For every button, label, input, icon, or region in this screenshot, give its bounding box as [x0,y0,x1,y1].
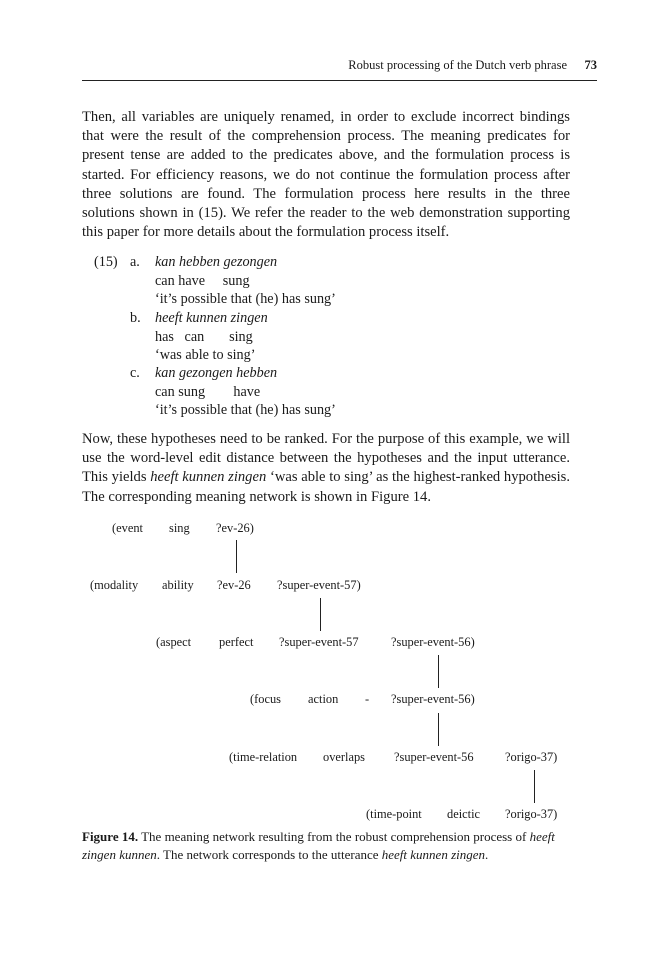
network-node: action [308,692,339,706]
caption-text: . The network corresponds to the utterance [156,847,382,862]
example-c-phrase: kan gezongen hebben [155,365,278,381]
network-node: ?super-event-56) [391,635,475,649]
paragraph-2-part1: Now, these hypotheses need to be ranked. For the purpose of this example, we will use the word-level edit distance between the hypotheses and the input utterance. This yields [82,431,570,486]
example-c-gloss: can sung have [155,383,261,400]
link-line [438,655,439,688]
example-a-translation: ‘it’s possible that (he) has sung’ [155,291,336,308]
paragraph-2-italic: heeft kunnen zingen [150,469,267,486]
example-number: (15) [94,254,118,270]
paragraph-2 [82,430,570,507]
example-letter-b: b. [130,310,141,326]
paragraph-2-part2: ‘was able to sing’ as the highest-ranked hypothesis. The corresponding meaning network is shown in Figure 14. [82,469,570,505]
network-node: ?super-event-56) [391,692,475,706]
running-title: Robust processing of the Dutch verb phrase [348,58,567,72]
caption-text: The meaning network resulting from the robust comprehension process of [138,829,530,844]
link-line [438,713,439,746]
example-b-phrase: heeft kunnen zingen [155,310,268,326]
network-node: deictic [447,807,481,821]
paragraph-1: Then, all variables are uniquely renamed, in order to exclude incorrect bindings that were the result of the comprehension process. The meaning predicates for present tense are added to the predicates above, and the formulation process is started. For efficiency reasons, we do not continue the formulation process after three solutions are found. The formulation process here results in the three solutions shown in (15). We refer the reader to the web demonstration supporting this paper for more details about the formulation process itself. [82,109,570,241]
caption-text: . [485,847,489,862]
link-line [320,598,321,631]
example-c-translation: ‘it’s possible that (he) has sung’ [155,402,336,419]
example-b [155,309,268,365]
example-b-gloss: has can sing [155,328,253,345]
page-header [82,58,597,81]
figure-caption [82,828,572,864]
network-node: ?origo-37) [505,807,558,821]
network-node: ?super-event-56 [394,750,474,764]
network-node: (time-point [366,807,422,821]
caption-italic: heeft kunnen zingen [381,847,486,862]
network-node: (aspect [156,635,192,649]
example-a-gloss: can have sung [155,272,250,289]
network-node: sing [169,521,190,535]
example-a-phrase: kan hebben gezongen [155,254,278,270]
example-b-translation: ‘was able to sing’ [155,347,256,364]
network-node: (event [112,521,143,535]
page-number: 73 [584,58,597,72]
network-node: (focus [250,692,281,706]
link-line [534,770,535,803]
network-node: - [365,692,370,706]
network-node: ?ev-26 [217,578,251,592]
example-a [155,253,336,309]
network-node: overlaps [323,750,365,764]
network-node: ?origo-37) [505,750,558,764]
network-node: ?ev-26) [216,521,254,535]
network-node: ability [162,578,194,592]
example-letter-a: a. [130,254,140,270]
network-node: perfect [219,635,254,649]
network-node: (time-relation [229,750,298,764]
link-line [236,540,237,573]
network-node: ?super-event-57) [277,578,361,592]
caption-italic: heeft zingen kunnen [82,829,555,862]
example-c [155,364,336,420]
network-node: (modality [90,578,139,592]
example-letter-c: c. [130,365,140,381]
network-node: ?super-event-57 [279,635,359,649]
caption-label: Figure 14. [82,829,139,844]
